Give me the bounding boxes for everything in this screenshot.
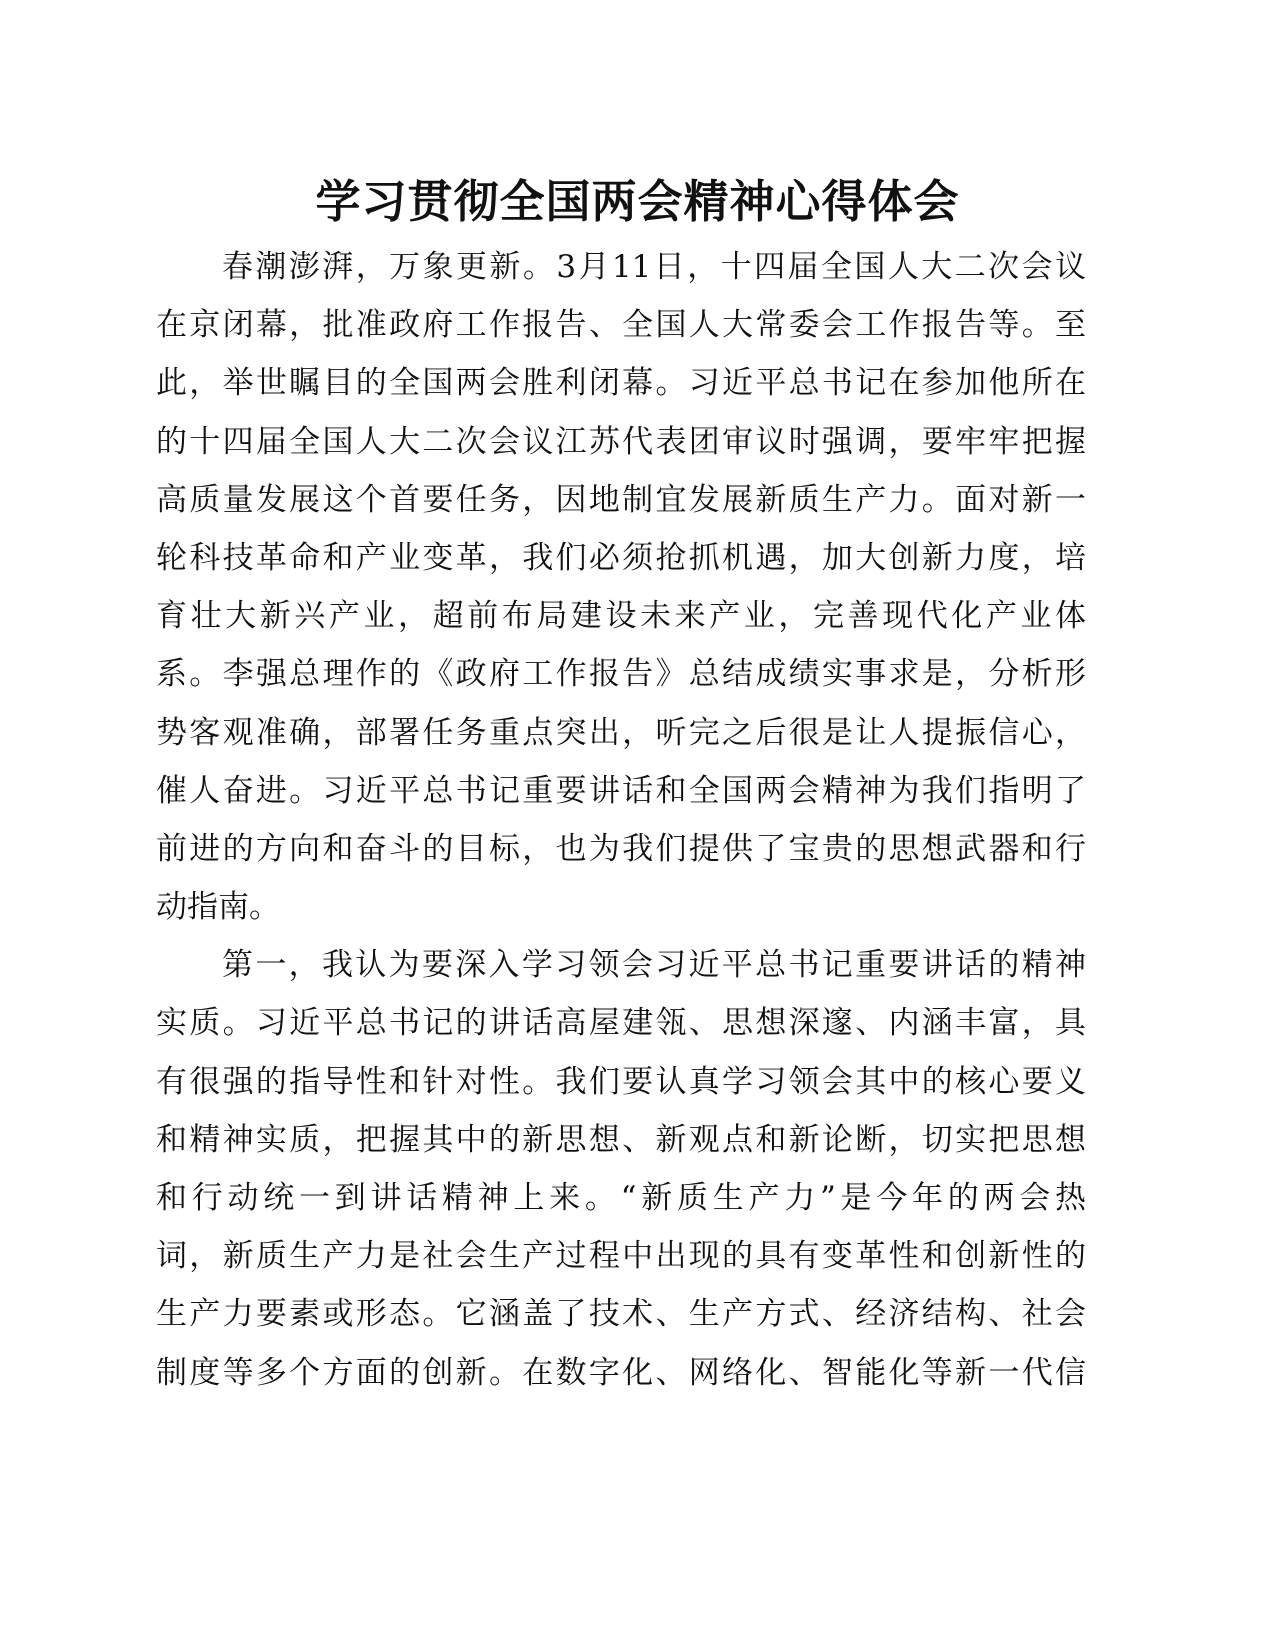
paragraph-2-line-2: 实质。习近平总书记的讲话高屋建瓴、思想深邃、内涵丰富，具 (156, 1005, 1086, 1042)
paragraph-1-line-6: 轮科技革命和产业变革，我们必须抢抓机遇，加大创新力度，培 (156, 539, 1086, 576)
paragraph-1-line-8: 系。李强总理作的《政府工作报告》总结成绩实事求是，分析形 (156, 656, 1086, 693)
paragraph-2-line-8: 制度等多个方面的创新。在数字化、网络化、智能化等新一代信 (156, 1354, 1086, 1391)
paragraph-2-line-5: 和行动统一到讲话精神上来。“新质生产力”是今年的两会热 (156, 1180, 1086, 1216)
paragraph-2-line-4: 和精神实质，把握其中的新思想、新观点和新论断，切实把思想 (156, 1121, 1086, 1158)
paragraph-2-line-6: 词，新质生产力是社会生产过程中出现的具有变革性和创新性的 (156, 1238, 1086, 1275)
document-title: 学习贯彻全国两会精神心得体会 (315, 175, 960, 228)
paragraph-2-line-7: 生产力要素或形态。它涵盖了技术、生产方式、经济结构、社会 (156, 1296, 1086, 1333)
paragraph-1-line-12: 动指南。 (156, 889, 280, 926)
paragraph-1-line-2: 在京闭幕，批准政府工作报告、全国人大常委会工作报告等。至 (156, 307, 1086, 344)
paragraph-1-line-7: 育壮大新兴产业，超前布局建设未来产业，完善现代化产业体 (156, 598, 1086, 635)
paragraph-1-line-5: 高质量发展这个首要任务，因地制宜发展新质生产力。面对新一 (156, 481, 1086, 518)
document-body (156, 238, 1086, 1402)
paragraph-2-line-1: 第一，我认为要深入学习领会习近平总书记重要讲话的精神 (222, 947, 1086, 984)
paragraph-1-line-4: 的十四届全国人大二次会议江苏代表团审议时强调，要牢牢把握 (156, 423, 1086, 460)
paragraph-1-line-10: 催人奋进。习近平总书记重要讲话和全国两会精神为我们指明了 (156, 772, 1086, 809)
paragraph-2-line-3: 有很强的指导性和针对性。我们要认真学习领会其中的核心要义 (156, 1063, 1086, 1100)
paragraph-1-line-1: 春潮澎湃，万象更新。3月11日，十四届全国人大二次会议 (222, 249, 1086, 285)
paragraph-1-line-11: 前进的方向和奋斗的目标，也为我们提供了宝贵的思想武器和行 (156, 830, 1086, 867)
paragraph-1-line-9: 势客观准确，部署任务重点突出，听完之后很是让人提振信心， (156, 714, 1086, 751)
paragraph-1-line-3: 此，举世瞩目的全国两会胜利闭幕。习近平总书记在参加他所在 (156, 365, 1086, 402)
